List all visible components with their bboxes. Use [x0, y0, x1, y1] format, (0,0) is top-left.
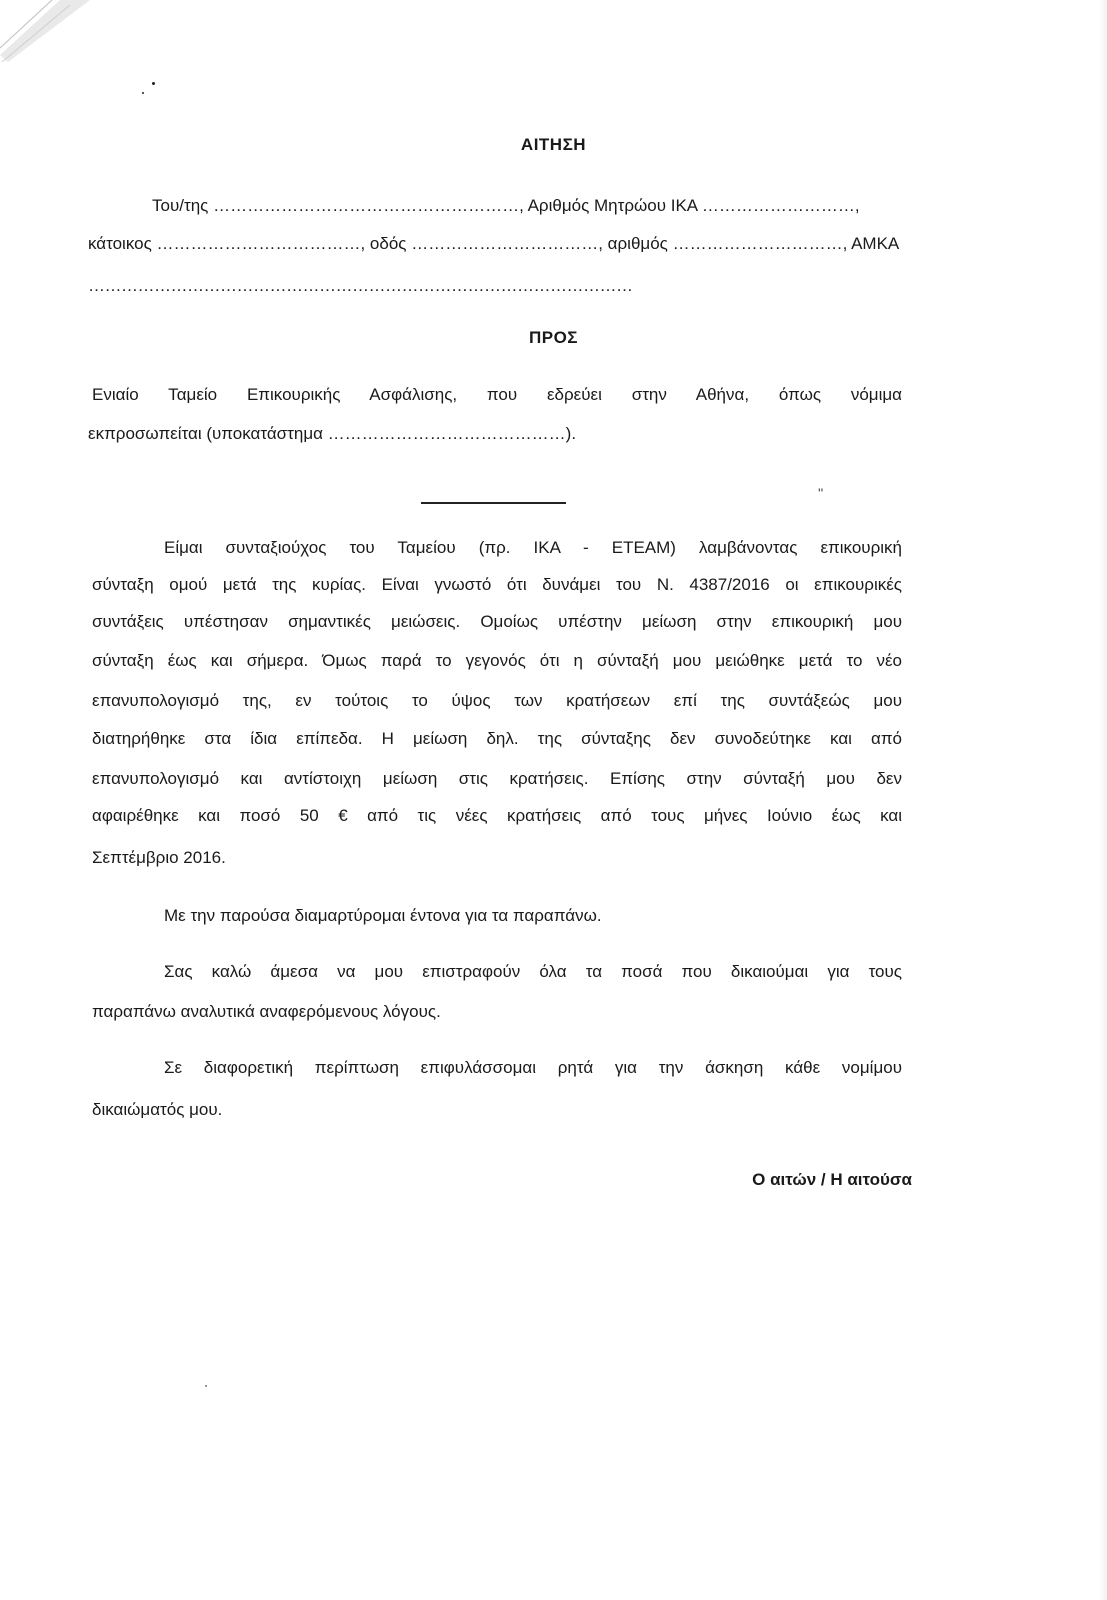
body-line: συντάξεις υπέστησαν σημαντικές μειώσεις. Ομοίως υπέστην μείωση στην επικουρική μου	[92, 612, 902, 631]
body-line: σύνταξη ομού μετά της κυρίας. Είναι γνωστό ότι δυνάμει του Ν. 4387/2016 οι επικουρικές	[92, 575, 902, 594]
header-applicant-line: Του/της ………………………………………………, Αριθμός Μητρώου ΙΚΑ ………………………,	[152, 196, 860, 215]
body-line: σύνταξη έως και σήμερα. Όμως παρά το γεγονός ότι η σύνταξή μου μειώθηκε μετά το νέο	[92, 651, 902, 670]
recipient-line: Ενιαίο Ταμείο Επικουρικής Ασφάλισης, που εδρεύει στην Αθήνα, όπως νόμιμα	[92, 385, 902, 404]
recipient-heading: ΠΡΟΣ	[528, 328, 579, 347]
request-line: παραπάνω αναλυτικά αναφερόμενους λόγους.	[92, 1002, 441, 1021]
body-line: διατηρήθηκε στα ίδια επίπεδα. Η μείωση δηλ. της σύνταξης δεν συνοδεύτηκε και από	[92, 729, 902, 748]
scan-corner-artifact	[0, 0, 90, 70]
pen-mark: ʹʹ	[818, 485, 824, 501]
scan-edge-shadow	[1099, 0, 1107, 1600]
header-amka-line: ………………………………………………………………………………………	[88, 276, 633, 295]
scan-speck	[152, 82, 155, 85]
section-divider	[421, 502, 566, 504]
body-line: Είμαι συνταξιούχος του Ταμείου (πρ. ΙΚΑ - ΕΤΕΑΜ) λαμβάνοντας επικουρική	[164, 538, 902, 557]
body-line: επανυπολογισμό της, εν τούτοις το ύψος των κρατήσεων επί της συντάξεώς μου	[92, 691, 902, 710]
signature-label: Ο αιτών / Η αιτούσα	[752, 1170, 912, 1189]
recipient-line: εκπροσωπείται (υποκατάστημα ……………………………………).	[88, 424, 577, 443]
document-title: ΑΙΤΗΣΗ	[520, 135, 587, 154]
protest-line: Με την παρούσα διαμαρτύρομαι έντονα για τα παραπάνω.	[164, 906, 602, 925]
request-line: Σας καλώ άμεσα να μου επιστραφούν όλα τα ποσά που δικαιούμαι για τους	[164, 962, 902, 981]
scan-speck	[142, 92, 144, 94]
body-line: Σεπτέμβριο 2016.	[92, 848, 226, 867]
body-line: επανυπολογισμό και αντίστοιχη μείωση στις κρατήσεις. Επίσης στην σύνταξή μου δεν	[92, 769, 902, 788]
body-line: αφαιρέθηκε και ποσό 50 € από τις νέες κρατήσεις από τους μήνες Ιούνιο έως και	[92, 806, 902, 825]
reservation-line: δικαιώματός μου.	[92, 1100, 223, 1119]
header-address-line: κάτοικος ………………………………, οδός ……………………………, αριθμός …………………………, ΑΜΚΑ	[88, 234, 900, 253]
reservation-line: Σε διαφορετική περίπτωση επιφυλάσσομαι ρητά για την άσκηση κάθε νομίμου	[164, 1058, 902, 1077]
scan-speck	[205, 1385, 207, 1387]
